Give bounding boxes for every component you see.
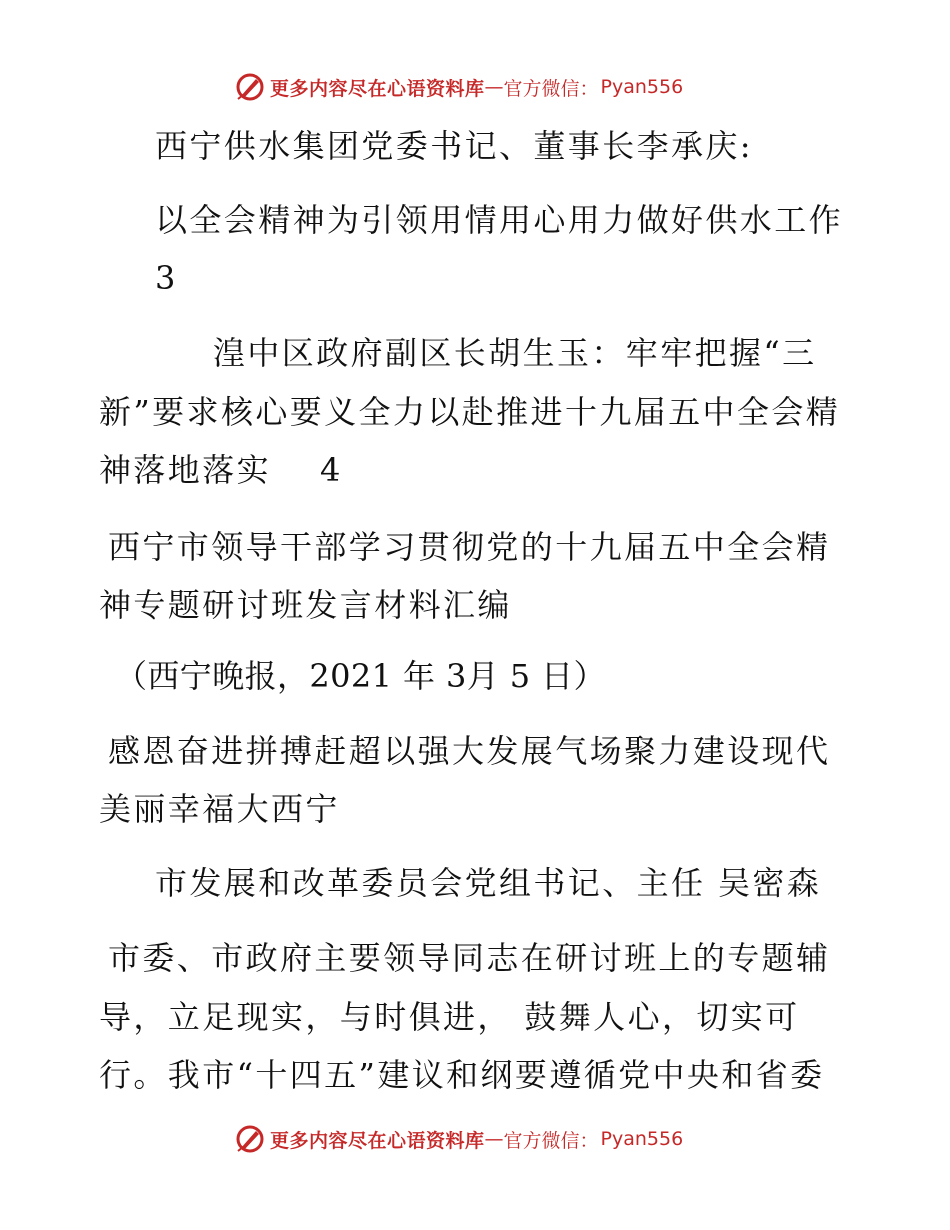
text-line-2: 以全会精神为引领用情用心用力做好供水工作 (155, 201, 844, 239)
text-line-8: 神专题研讨班发言材料汇编 (99, 586, 512, 624)
watermark-header (234, 72, 683, 102)
source-date-line: （西宁晚报，2021 年 3月 5 日） (115, 657, 606, 695)
page-number-4: 4 (320, 451, 343, 489)
watermark-separator: — (484, 1128, 504, 1150)
text-line-1: 西宁供水集团党委书记、董事长李承庆: (155, 127, 753, 165)
watermark-wechat-label: 官方微信： (503, 1129, 599, 1152)
text-line-4: 湟中区政府副区长胡生玉：牢牢把握“三 (213, 334, 817, 372)
watermark-title: 更多内容尽在心语资料库 (270, 77, 485, 100)
quill-logo-icon (234, 1123, 266, 1155)
text-line-7: 西宁市领导干部学习贯彻党的十九届五中全会精 (108, 528, 831, 566)
text-line-15: 行。我市“十四五”建议和纲要遵循党中央和省委 (99, 1056, 825, 1094)
text-line-11: 美丽幸福大西宁 (99, 790, 340, 828)
quill-logo-icon (234, 71, 266, 103)
watermark-title: 更多内容尽在心语资料库 (270, 1129, 485, 1152)
text-line-6: 神落地落实 (99, 451, 272, 489)
author-line: 市发展和改革委员会党组书记、主任 吴密森 (155, 864, 822, 902)
watermark-separator: — (484, 76, 504, 98)
text-line-10: 感恩奋进拼搏赶超以强大发展气场聚力建设现代 (108, 732, 831, 770)
watermark-wechat-id: Pyan556 (600, 76, 684, 98)
text-line-5: 新”要求核心要义全力以赴推进十九届五中全会精 (99, 393, 841, 431)
watermark-footer (234, 1124, 683, 1154)
watermark-wechat-id: Pyan556 (600, 1128, 684, 1150)
text-line-14: 导，立足现实，与时俱进， 鼓舞人心，切实可 (99, 998, 800, 1036)
text-line-13: 市委、市政府主要领导同志在研讨班上的专题辅 (108, 939, 831, 977)
watermark-wechat-label: 官方微信： (503, 77, 599, 100)
page-number-3: 3 (155, 259, 178, 297)
